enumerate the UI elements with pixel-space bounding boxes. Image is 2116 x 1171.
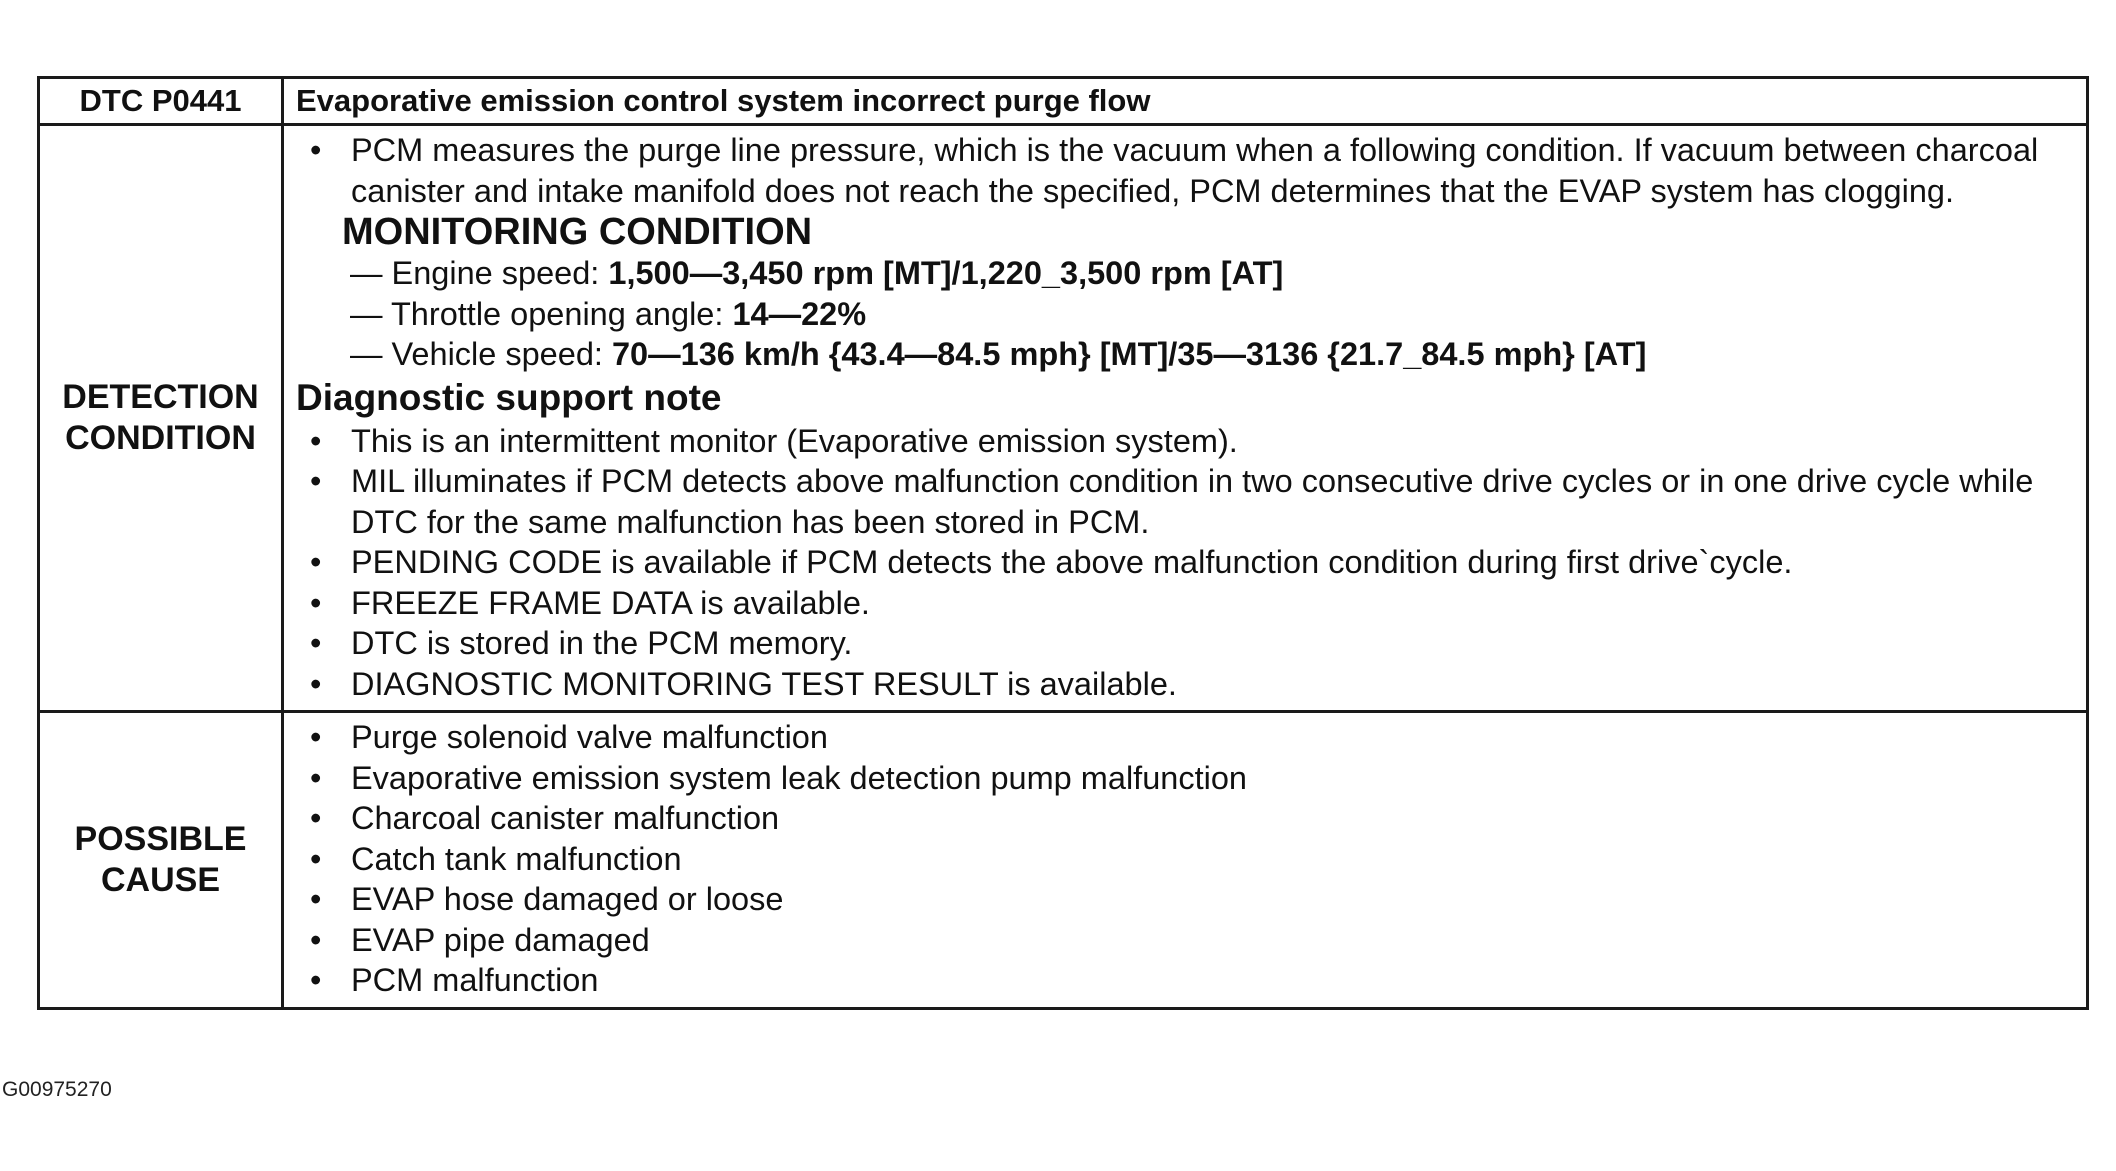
list-item-text: EVAP pipe damaged bbox=[351, 921, 650, 958]
possible-cause-content bbox=[283, 712, 2088, 1009]
list-item-text: This is an intermittent monitor (Evaporative emission system). bbox=[351, 422, 1238, 459]
list-item bbox=[296, 461, 2076, 542]
list-item bbox=[296, 664, 2076, 705]
bullet-icon: • bbox=[310, 584, 322, 621]
bullet-icon: • bbox=[310, 800, 322, 836]
list-item bbox=[296, 758, 2076, 799]
bullet-icon: • bbox=[310, 463, 322, 499]
monitoring-condition-label: — Throttle opening angle: bbox=[350, 295, 733, 332]
list-item bbox=[296, 839, 2076, 880]
dtc-title: Evaporative emission control system incorrect purge flow bbox=[283, 78, 2088, 125]
list-item bbox=[296, 542, 2076, 583]
list-item bbox=[296, 879, 2076, 920]
bullet-icon: • bbox=[310, 132, 322, 168]
possible-cause-list bbox=[296, 717, 2076, 1001]
possible-cause-label-line2: CAUSE bbox=[100, 860, 221, 899]
bullet-icon: • bbox=[310, 665, 322, 702]
list-item-text: MIL illuminates if PCM detects above malfunction condition in two consecutive drive cycles or in one drive cycle while DTC for the same malfunction has been stored in PCM. bbox=[351, 463, 2034, 540]
list-item-text: DIAGNOSTIC MONITORING TEST RESULT is available. bbox=[351, 665, 1177, 702]
bullet-icon: • bbox=[310, 962, 322, 998]
monitoring-condition bbox=[296, 253, 2076, 294]
monitoring-list bbox=[296, 253, 2076, 375]
detection-intro-list bbox=[296, 130, 2076, 211]
possible-cause-row bbox=[39, 712, 2088, 1009]
detection-row bbox=[39, 125, 2088, 712]
bullet-icon: • bbox=[310, 759, 322, 796]
list-item-text: PENDING CODE is available if PCM detects the above malfunction condition during first drive`cycle. bbox=[351, 544, 1793, 580]
bullet-icon: • bbox=[310, 719, 322, 755]
list-item bbox=[296, 421, 2076, 462]
list-item-text: Purge solenoid valve malfunction bbox=[351, 719, 828, 755]
bullet-icon: • bbox=[310, 544, 322, 580]
monitoring-condition-value: 1,500—3,450 rpm [MT]/1,220_3,500 rpm [AT] bbox=[608, 255, 1284, 291]
possible-cause-label bbox=[39, 712, 283, 1009]
list-item bbox=[296, 717, 2076, 758]
bullet-icon: • bbox=[310, 840, 322, 877]
detection-label-line1: DETECTION bbox=[62, 378, 259, 416]
list-item bbox=[296, 798, 2076, 839]
possible-cause-label-line1: POSSIBLE bbox=[74, 819, 247, 858]
figure-id: G00975270 bbox=[2, 1078, 112, 1101]
list-item-text: DTC is stored in the PCM memory. bbox=[351, 625, 853, 661]
dtc-table bbox=[37, 76, 2089, 1010]
diag-heading: Diagnostic support note bbox=[296, 376, 722, 418]
detection-label bbox=[39, 125, 283, 712]
monitoring-condition bbox=[296, 294, 2076, 335]
list-item-text: Catch tank malfunction bbox=[351, 840, 682, 877]
monitoring-condition bbox=[296, 334, 2076, 375]
bullet-icon: • bbox=[310, 422, 322, 459]
list-item-text: Charcoal canister malfunction bbox=[351, 800, 780, 836]
monitoring-condition-value: 14—22% bbox=[732, 295, 867, 332]
list-item bbox=[296, 920, 2076, 961]
list-item-text: FREEZE FRAME DATA is available. bbox=[351, 584, 870, 621]
list-item-text: Evaporative emission system leak detection pump malfunction bbox=[351, 759, 1247, 796]
monitoring-condition-label: — Vehicle speed: bbox=[350, 336, 612, 372]
monitoring-heading: MONITORING CONDITION bbox=[342, 211, 813, 253]
list-item-text: EVAP hose damaged or loose bbox=[351, 881, 784, 917]
monitoring-condition-label: — Engine speed: bbox=[350, 255, 609, 291]
list-item bbox=[296, 130, 2076, 211]
monitoring-condition-value: 70—136 km/h {43.4—84.5 mph} [MT]/35—3136 {21.7_84.5 mph} [AT] bbox=[611, 336, 1647, 372]
header-row bbox=[39, 78, 2088, 125]
bullet-icon: • bbox=[310, 881, 322, 917]
bullet-icon: • bbox=[310, 625, 322, 661]
diag-notes-list bbox=[296, 421, 2076, 705]
detection-content bbox=[283, 125, 2088, 712]
list-item bbox=[296, 960, 2076, 1001]
detection-intro-text: PCM measures the purge line pressure, which is the vacuum when a following condition. If vacuum between charcoal canister and intake manifold does not reach the specified, PCM determines that the EVAP system has clogging. bbox=[351, 132, 2039, 209]
list-item bbox=[296, 623, 2076, 664]
bullet-icon: • bbox=[310, 921, 322, 958]
detection-label-line2: CONDITION bbox=[65, 419, 256, 457]
dtc-code: DTC P0441 bbox=[39, 78, 283, 125]
list-item bbox=[296, 583, 2076, 624]
list-item-text: PCM malfunction bbox=[351, 962, 599, 998]
